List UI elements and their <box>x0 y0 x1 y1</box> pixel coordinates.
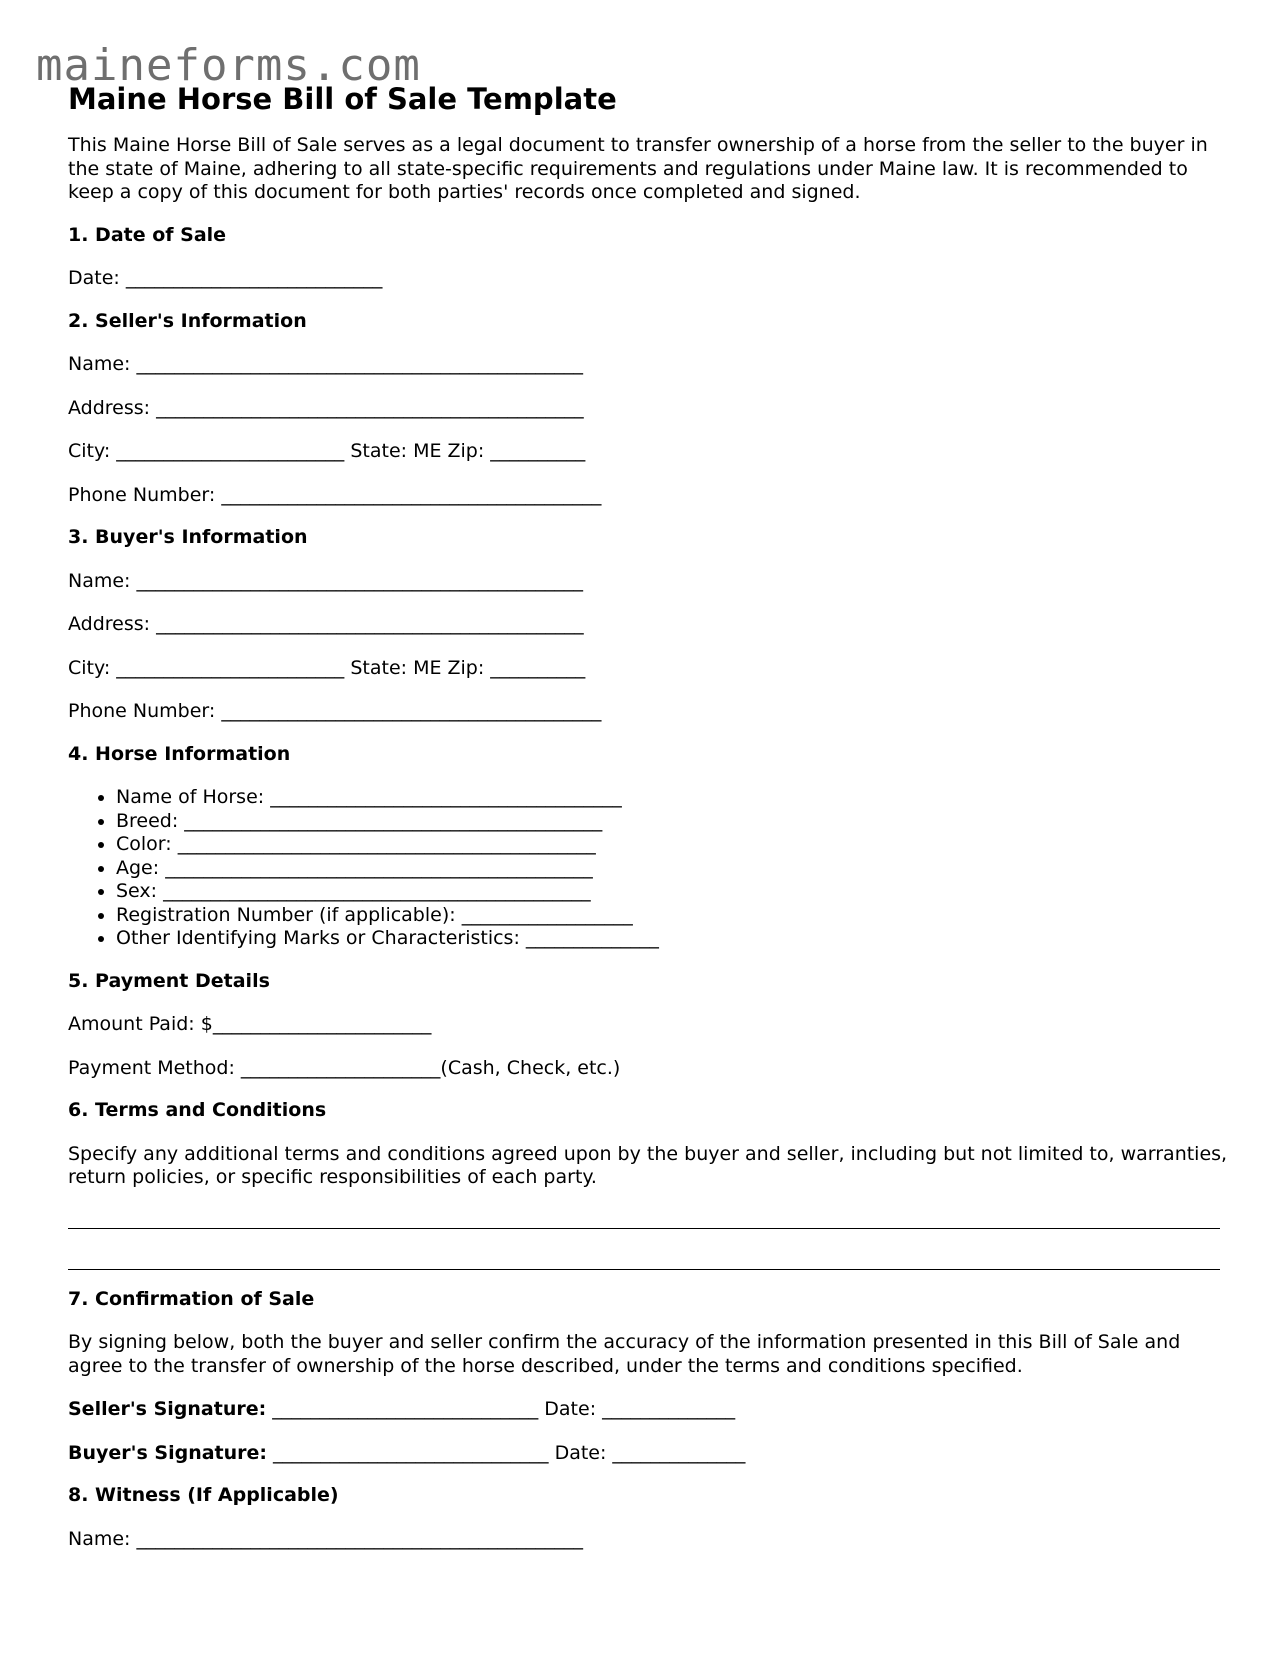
document-page <box>68 78 1228 1551</box>
horse-registration-field[interactable]: • Registration Number (if applicable): __________________ <box>116 904 1228 928</box>
sale-date-field[interactable]: Date: ___________________________ <box>68 267 383 289</box>
document-title: Maine Horse Bill of Sale Template <box>68 82 617 116</box>
horse-sex-field[interactable]: • Sex: _____________________________________________ <box>116 880 1228 904</box>
section-seller-heading: 2. Seller's Information <box>68 309 307 332</box>
buyer-city-state-zip-field[interactable]: City: ________________________ State: ME Zip: __________ <box>68 656 586 679</box>
horse-name-field[interactable]: • Name of Horse: _____________________________________ <box>116 786 1228 810</box>
buyer-signature-label: Buyer's Signature: <box>68 1441 267 1464</box>
seller-signature-field[interactable] <box>68 1398 1228 1422</box>
watermark: maineforms.com <box>36 40 421 91</box>
horse-breed-field[interactable]: • Breed: ____________________________________________ <box>116 810 1228 834</box>
buyer-phone-field[interactable]: Phone Number: ________________________________________ <box>68 700 602 722</box>
seller-signature-label: Seller's Signature: <box>68 1398 267 1420</box>
witness-name-field[interactable]: Name: _______________________________________________ <box>68 1527 583 1550</box>
seller-address-field[interactable]: Address: _____________________________________________ <box>68 396 584 419</box>
section-witness-heading: 8. Witness (If Applicable) <box>68 1484 339 1506</box>
seller-city-state-zip-field[interactable]: City: ________________________ State: ME Zip: __________ <box>68 440 586 462</box>
terms-line-2[interactable] <box>68 1269 1220 1270</box>
section-terms-heading: 6. Terms and Conditions <box>68 1099 327 1121</box>
buyer-signature-field[interactable] <box>68 1442 1228 1466</box>
seller-phone-field[interactable]: Phone Number: ________________________________________ <box>68 483 602 506</box>
horse-info-list <box>68 786 1228 951</box>
payment-method-field[interactable]: Payment Method: _____________________(Cash, Check, etc.) <box>68 1056 621 1079</box>
terms-line-1[interactable] <box>68 1228 1220 1229</box>
buyer-address-field[interactable]: Address: _____________________________________________ <box>68 613 584 635</box>
horse-age-field[interactable]: • Age: _____________________________________________ <box>116 857 1228 881</box>
confirmation-paragraph: By signing below, both the buyer and seller confirm the accuracy of the information presented in this Bill of Sale and agree to the transfer of ownership of the horse described, under the terms and conditions specified. <box>68 1331 1181 1377</box>
intro-paragraph: This Maine Horse Bill of Sale serves as a legal document to transfer ownership of a horse from the seller to the buyer in the state of Maine, adhering to all state-specific requirements and regulations under Maine law. It is recommended to keep a copy of this document for both parties' records once completed and signed. <box>68 134 1208 203</box>
terms-paragraph: Specify any additional terms and conditions agreed upon by the buyer and seller, including but not limited to, warranties, return policies, or specific responsibilities of each party. <box>68 1142 1228 1188</box>
buyer-name-field[interactable]: Name: _______________________________________________ <box>68 569 583 592</box>
section-date-heading: 1. Date of Sale <box>68 223 227 246</box>
buyer-signature-line[interactable]: _____________________________ Date: ______________ <box>267 1441 746 1464</box>
section-confirmation-heading: 7. Confirmation of Sale <box>68 1287 315 1310</box>
amount-paid-field[interactable]: Amount Paid: $_______________________ <box>68 1013 432 1035</box>
section-buyer-heading: 3. Buyer's Information <box>68 526 308 548</box>
horse-color-field[interactable]: • Color: ____________________________________________ <box>116 833 1228 857</box>
section-horse-heading: 4. Horse Information <box>68 742 291 765</box>
section-payment-heading: 5. Payment Details <box>68 969 270 992</box>
seller-name-field[interactable]: Name: _______________________________________________ <box>68 353 583 375</box>
seller-signature-line[interactable]: ____________________________ Date: ______________ <box>266 1398 736 1420</box>
horse-marks-field[interactable]: • Other Identifying Marks or Characteristics: ______________ <box>116 927 1228 951</box>
